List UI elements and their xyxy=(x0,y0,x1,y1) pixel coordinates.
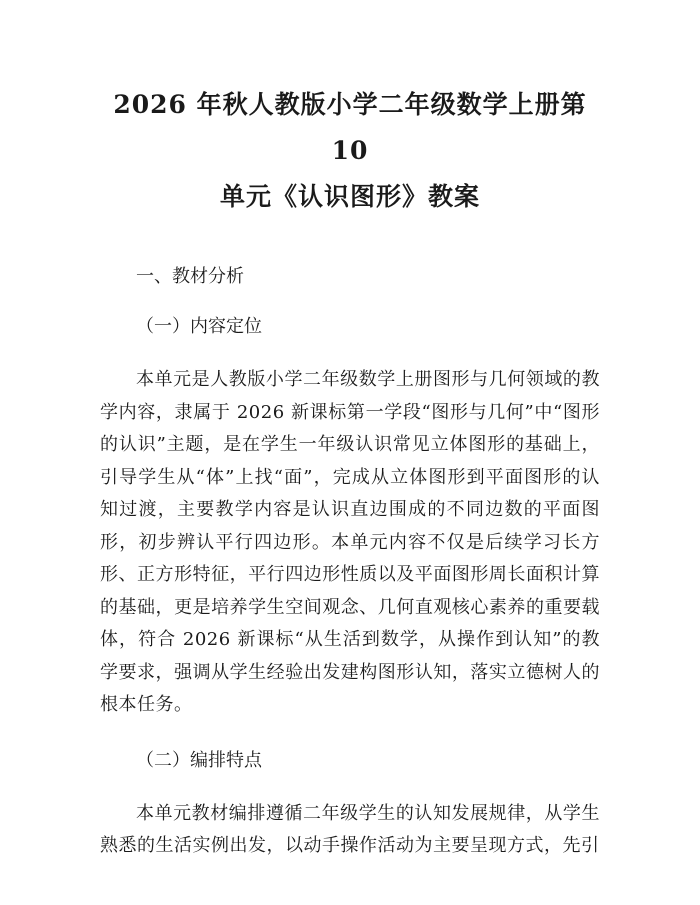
paragraph-content-positioning: 本单元是人教版小学二年级数学上册图形与几何领域的教学内容，隶属于 2026 新课标第一学段“图形与几何”中“图形的认识”主题，是在学生一年级认识常见立体图形的基础上，引导学生从“体”上找“面”，完成从立体图形到平面图形的认知过渡，主要教学内容是认识直边围成的不同边数的平面图形，初步辨认平行四边形。本单元内容不仅是后续学习长方形、正方形特征，平行四边形性质以及平面图形周长面积计算的基础，更是培养学生空间观念、几何直观核心素养的重要载体，符合 2026 新课标“从生活到数学，从操作到认知”的教学要求，强调从学生经验出发建构图形认知，落实立德树人的根本任务。 xyxy=(100,369,600,715)
document-title xyxy=(100,82,600,220)
title-line-2: 单元《认识图形》教案 xyxy=(219,182,480,211)
title-line-1: 2026 年秋人教版小学二年级数学上册第 10 xyxy=(113,90,587,165)
paragraph-arrangement-features: 本单元教材编排遵循二年级学生的认知发展规律，从学生熟悉的生活实例出发，以动手操作活动为主要呈现方式，先引 xyxy=(100,802,600,856)
subsection-heading-arrangement-features: （二）编排特点 xyxy=(136,749,262,771)
section-heading-teaching-material-analysis: 一、教材分析 xyxy=(136,266,244,287)
subsection-heading-content-positioning: （一）内容定位 xyxy=(136,316,262,337)
